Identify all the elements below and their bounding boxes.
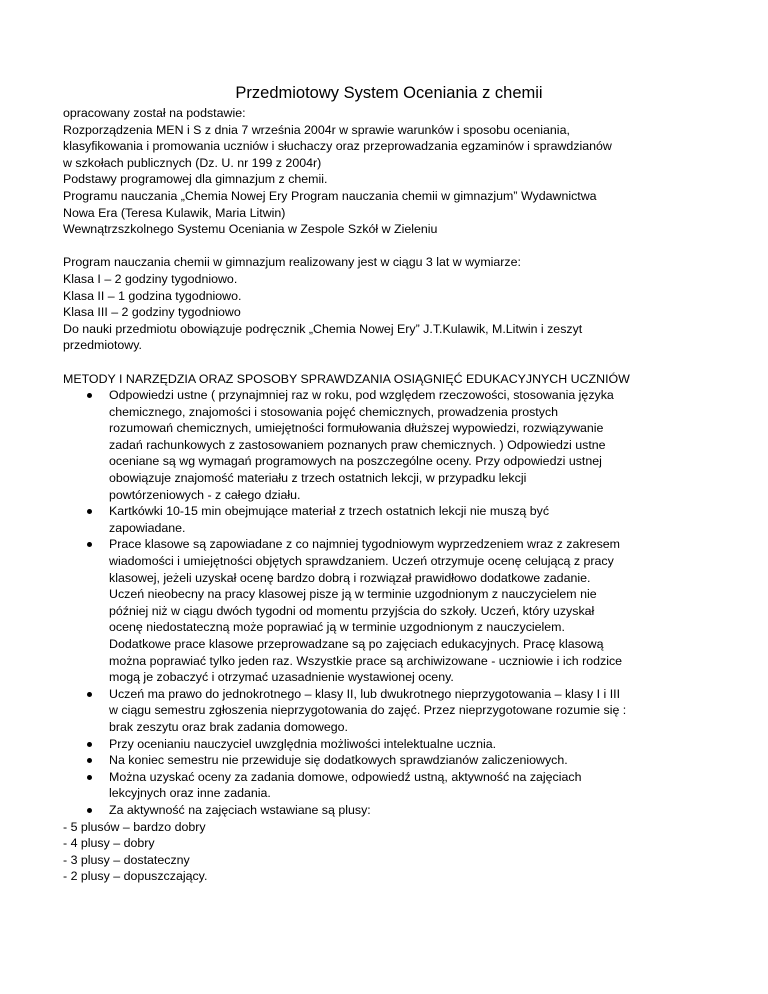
bullet-line: zapowiadane.	[109, 520, 186, 535]
bullet-line: Można uzyskać oceny za zadania domowe, odpowiedź ustną, aktywność na zajęciach	[109, 769, 582, 784]
bullet-dot-icon	[87, 808, 92, 813]
basis-line: opracowany został na podstawie:	[63, 106, 246, 120]
document-title: Przedmiotowy System Oceniania z chemii	[235, 84, 543, 102]
bullet-line: mogą je zobaczyć i otrzymać uzasadnienie wystawionej oceny.	[109, 670, 454, 685]
bullet-line: Za aktywność na zajęciach wstawiane są plusy:	[109, 802, 371, 817]
bullet-line: zadań rachunkowych z zastosowaniem poznanych praw chemicznych. ) Odpowiedzi ustne	[109, 437, 606, 452]
bullet-line: ocenę niedostateczną może poprawiać ją w terminie uzgodnionym z nauczycielem.	[109, 620, 565, 635]
bullet-line: Kartkówki 10-15 min obejmujące materiał z trzech ostatnich lekcji nie muszą być	[109, 504, 550, 519]
bullet-line: wiadomości i umiejętności objętych sprawdzaniem. Uczeń otrzymuje ocenę celującą z pracy	[109, 554, 614, 569]
bullet-line: Uczeń ma prawo do jednokrotnego – klasy II, lub dwukrotnego nieprzygotowania – klasy I i III	[109, 686, 621, 701]
methods-bullet-list	[63, 387, 715, 818]
bullet-line: oceniane są wg wymagań programowych na poszczególne oceny. Przy odpowiedzi ustnej	[109, 454, 602, 469]
basis-section	[63, 105, 715, 238]
bullet-dot-icon	[87, 742, 92, 747]
bullet-line: Przy ocenianiu nauczyciel uwzględnia możliwości intelektualne ucznia.	[109, 736, 497, 751]
grade-line: - 5 plusów – bardzo dobry	[63, 819, 206, 834]
bullet-item	[63, 736, 715, 753]
bullet-line: rozumowań chemicznych, umiejętności formułowania dłuższej wypowiedzi, rozwiązywanie	[109, 421, 604, 436]
bullet-dot-icon	[87, 509, 92, 514]
methods-heading: METODY I NARZĘDZIA ORAZ SPOSOBY SPRAWDZANIA OSIĄGNIĘĆ EDUKACYJNYCH UCZNIÓW	[63, 371, 630, 386]
bullet-line: powtórzeniowych - z całego działu.	[109, 487, 301, 502]
bullet-line: Dodatkowe prace klasowe przeprowadzane są po zajęciach edukacyjnych. Pracę klasową	[109, 637, 604, 651]
bullet-item	[63, 802, 715, 819]
basis-line: Podstawy programowej dla gimnazjum z chemii.	[63, 172, 328, 187]
bullet-line: Odpowiedzi ustne ( przynajmniej raz w roku, pod względem rzeczowości, stosowania języka	[109, 388, 614, 403]
program-line: Klasa I – 2 godziny tygodniowo.	[63, 271, 238, 286]
program-line: Program nauczania chemii w gimnazjum realizowany jest w ciągu 3 lat w wymiarze:	[63, 255, 521, 270]
program-line: Klasa III – 2 godziny tygodniowo	[63, 305, 241, 320]
document-page	[63, 82, 715, 885]
bullet-dot-icon	[87, 692, 92, 697]
paragraph-gap	[63, 354, 715, 371]
bullet-item	[63, 536, 715, 685]
bullet-item	[63, 387, 715, 503]
bullet-dot-icon	[87, 393, 92, 398]
program-section	[63, 254, 715, 354]
bullet-line: można poprawiać tylko jeden raz. Wszystkie prace są archiwizowane - uczniowie i ich rodzice	[109, 653, 623, 668]
grades-list	[63, 819, 715, 885]
basis-line: Programu nauczania „Chemia Nowej Ery Program nauczania chemii w gimnazjum” Wydawnictwa	[63, 188, 597, 203]
bullet-line: Na koniec semestru nie przewiduje się dodatkowych sprawdzianów zaliczeniowych.	[109, 753, 568, 768]
grade-line: - 2 plusy – dopuszczający.	[63, 869, 208, 884]
program-line: przedmiotowy.	[63, 338, 142, 353]
bullet-line: brak zeszytu oraz brak zadania domowego.	[109, 719, 348, 734]
bullet-dot-icon	[87, 542, 92, 547]
bullet-line: w ciągu semestru zgłoszenia nieprzygotowania do zajęć. Przez nieprzygotowane rozumie się :	[109, 703, 627, 718]
program-line: Klasa II – 1 godzina tygodniowo.	[63, 288, 242, 303]
grade-line: - 3 plusy – dostateczny	[63, 852, 190, 867]
bullet-dot-icon	[87, 775, 92, 780]
bullet-item	[63, 769, 715, 802]
bullet-dot-icon	[87, 758, 92, 763]
basis-line: Nowa Era (Teresa Kulawik, Maria Litwin)	[63, 205, 286, 220]
basis-line: Rozporządzenia MEN i S z dnia 7 września 2004r w sprawie warunków i sposobu oceniania,	[63, 122, 570, 137]
bullet-line: obowiązuje znajomość materiału z trzech ostatnich lekcji, w przypadku lekcji	[109, 471, 527, 486]
bullet-item	[63, 503, 715, 536]
basis-line: Wewnątrzszkolnego Systemu Oceniania w Zespole Szkół w Zieleniu	[63, 222, 438, 237]
bullet-item	[63, 686, 715, 736]
program-line: Do nauki przedmiotu obowiązuje podręcznik „Chemia Nowej Ery” J.T.Kulawik, M.Litwin i zeszyt	[63, 321, 583, 336]
basis-line: klasyfikowania i promowania uczniów i słuchaczy oraz przeprowadzania egzaminów i sprawdzianów	[63, 139, 612, 154]
bullet-line: lekcyjnych oraz inne zadania.	[109, 786, 271, 801]
bullet-line: później niż w ciągu dwóch tygodni od momentu przyjścia do szkoły. Uczeń, który uzyskał	[109, 603, 595, 618]
bullet-line: chemicznego, znajomości i stosowania pojęć chemicznych, prowadzenia prostych	[109, 404, 559, 419]
bullet-item	[63, 752, 715, 769]
basis-line: w szkołach publicznych (Dz. U. nr 199 z 2004r)	[63, 155, 322, 170]
paragraph-gap	[63, 238, 715, 255]
bullet-line: klasowej, jeżeli uzyskał ocenę bardzo dobrą i rozwiązał prawidłowo dodatkowe zadanie.	[109, 570, 591, 585]
bullet-line: Prace klasowe są zapowiadane z co najmniej tygodniowym wyprzedzeniem wraz z zakresem	[109, 537, 620, 552]
grade-line: - 4 plusy – dobry	[63, 836, 155, 851]
bullet-line: Uczeń nieobecny na pracy klasowej pisze ją w terminie uzgodnionym z nauczycielem nie	[109, 587, 597, 602]
